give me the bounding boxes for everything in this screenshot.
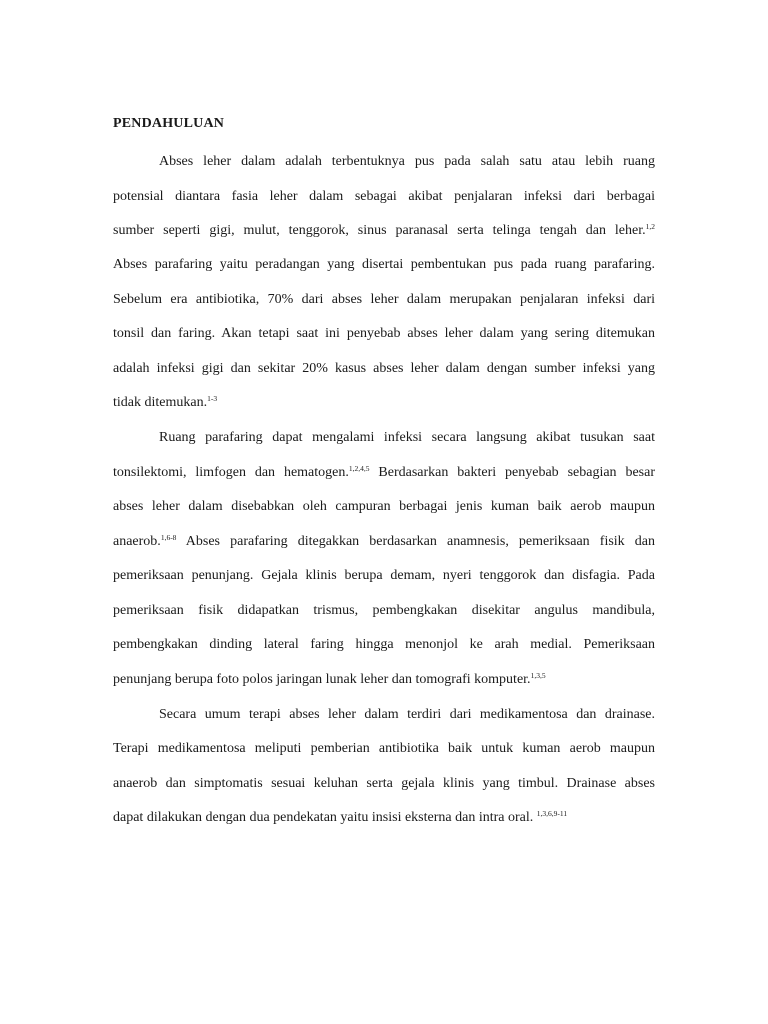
text-run: anaerob dan simptomatis sesuai keluhan serta gejala klinis yang timbul. Drainase abses [113,776,655,791]
text-run: tonsil dan faring. Akan tetapi saat ini penyebab abses leher dalam yang sering ditemukan [113,326,655,341]
text-run: anaerob. [113,534,161,549]
text-line [159,152,655,172]
text-run: Terapi medikamentosa meliputi pemberian antibiotika baik untuk kuman aerob maupun [113,741,655,756]
text-line [113,601,655,621]
text-run: pemeriksaan penunjang. Gejala klinis berupa demam, nyeri tenggorok dan disfagia. Pada [113,568,655,583]
citation-superscript: 1,3,6,9-11 [536,809,568,818]
text-line [113,532,655,552]
text-run: pembengkakan dinding lateral faring hingga menonjol ke arah medial. Pemeriksaan [113,637,655,652]
section-heading: PENDAHULUAN [113,116,225,131]
text-line [113,739,655,759]
text-line [113,497,655,517]
text-run: potensial diantara fasia leher dalam sebagai akibat penjalaran infeksi dari berbagai [113,189,655,204]
text-run: Berdasarkan bakteri penyebab sebagian besar [369,465,655,480]
text-line [113,670,655,690]
text-line [113,808,655,828]
text-run: tonsilektomi, limfogen dan hematogen. [113,465,349,480]
text-line [113,635,655,655]
citation-superscript: 1,6-8 [160,533,177,542]
citation-superscript: 1,3,5 [530,671,546,680]
text-line [113,566,655,586]
text-line [159,705,655,725]
citation-superscript: 1,2 [645,222,655,231]
text-run: Ruang parafaring dapat mengalami infeksi secara langsung akibat tusukan saat [159,430,655,445]
text-run: dapat dilakukan dengan dua pendekatan yaitu insisi eksterna dan intra oral. [113,810,537,825]
text-line [159,428,655,448]
citation-superscript: 1,2,4,5 [348,464,370,473]
text-run: adalah infeksi gigi dan sekitar 20% kasus abses leher dalam dengan sumber infeksi yang [113,361,655,376]
text-run: abses leher dalam disebabkan oleh campuran berbagai jenis kuman baik aerob maupun [113,499,655,514]
text-run: penunjang berupa foto polos jaringan lunak leher dan tomografi komputer. [113,672,531,687]
text-line [113,463,655,483]
text-run: Abses parafaring ditegakkan berdasarkan anamnesis, pemeriksaan fisik dan [176,534,655,549]
text-line [113,290,655,310]
text-run: pemeriksaan fisik didapatkan trismus, pembengkakan disekitar angulus mandibula, [113,603,655,618]
text-run: tidak ditemukan. [113,395,208,410]
text-line [113,187,655,207]
text-line [113,221,655,241]
text-line [113,324,655,344]
text-line [113,774,655,794]
text-run: Abses parafaring yaitu peradangan yang disertai pembentukan pus pada ruang parafaring. [113,257,655,272]
text-line [113,255,655,275]
text-run: Abses leher dalam adalah terbentuknya pus pada salah satu atau lebih ruang [159,154,655,169]
text-line [113,359,655,379]
text-run: Sebelum era antibiotika, 70% dari abses leher dalam merupakan penjalaran infeksi dari [113,292,655,307]
text-line [113,393,655,413]
citation-superscript: 1-3 [207,394,218,403]
text-run: sumber seperti gigi, mulut, tenggorok, sinus paranasal serta telinga tengah dan leher. [113,223,646,238]
text-run: Secara umum terapi abses leher dalam terdiri dari medikamentosa dan drainase. [159,707,655,722]
